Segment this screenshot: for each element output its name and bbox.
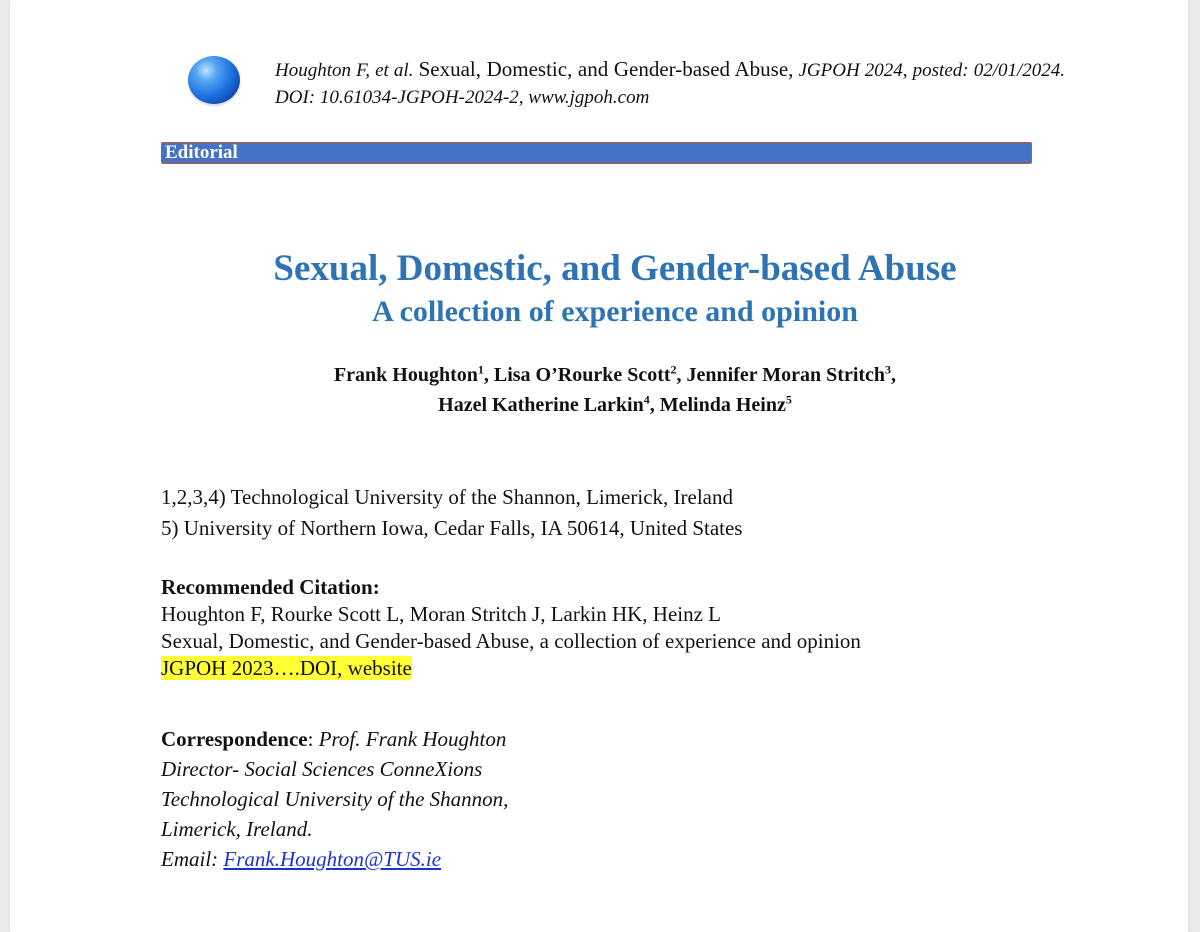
author-affiliation-number: 1 — [477, 362, 484, 377]
author-affiliation-number: 2 — [670, 362, 677, 377]
correspondence-block: Correspondence: Prof. Frank Houghton Director- Social Sciences ConneXions Technological University of the Shannon, Limerick, Ireland. Email: Frank.Houghton@TUS.ie — [161, 727, 509, 871]
author-name: Lisa O’Rourke Scott — [493, 364, 671, 386]
correspondence-name: Prof. Frank Houghton — [318, 727, 507, 751]
citation-journal-highlighted: JGPOH 2023….DOI, website — [161, 656, 412, 680]
journal-logo-sphere-icon — [188, 56, 240, 104]
author-list — [160, 360, 1070, 420]
correspondence-institution: Technological University of the Shannon, — [161, 787, 509, 811]
article-title: Sexual, Domestic, and Gender-based Abuse — [273, 248, 957, 289]
journal-header — [275, 56, 1065, 111]
citation-authors: Houghton F, Rourke Scott L, Moran Stritch J, Larkin HK, Heinz L — [161, 602, 721, 626]
article-subtitle: A collection of experience and opinion — [372, 295, 858, 328]
document-page — [10, 0, 1188, 932]
header-article-title: Sexual, Domestic, and Gender-based Abuse, — [418, 57, 794, 81]
email-label: Email: — [161, 847, 224, 871]
affiliation-line: 1,2,3,4) Technological University of the Shannon, Limerick, Ireland — [161, 485, 733, 509]
header-journal: JGPOH 2024, posted: — [798, 60, 969, 81]
header-authors: Houghton F, et al. — [275, 60, 414, 81]
author-line-1: Frank Houghton$^1$, Lisa O’Rourke Scott$^2$, Jennifer Moran Stritch$^3$, — [333, 362, 897, 386]
author-affiliation-number: 3 — [885, 362, 892, 377]
section-label-bar: Editorial — [161, 142, 1032, 164]
citation-title: Sexual, Domestic, and Gender-based Abuse, a collection of experience and opinion — [161, 629, 861, 653]
affiliations — [161, 482, 742, 544]
author-name: Frank Houghton — [333, 364, 478, 386]
recommended-citation — [161, 574, 861, 682]
author-affiliation-number: 4 — [643, 392, 650, 407]
header-date-doi: 02/01/2024. DOI: 10.61034-JGPOH-2024-2, www.jgpoh.com — [275, 60, 1066, 108]
author-name: Hazel Katherine Larkin — [438, 394, 644, 416]
author-affiliation-number: 5 — [785, 392, 792, 407]
email-link[interactable]: Frank.Houghton@TUS.ie — [223, 847, 442, 871]
correspondence-heading: Correspondence — [161, 727, 308, 751]
correspondence-location: Limerick, Ireland. — [161, 817, 313, 841]
author-line-2: Hazel Katherine Larkin$^4$, Melinda Heinz$^5$ — [438, 392, 792, 416]
correspondence-role: Director- Social Sciences ConneXions — [161, 757, 483, 781]
author-name: Jennifer Moran Stritch — [686, 364, 886, 386]
author-name: Melinda Heinz — [659, 394, 786, 416]
affiliation-line: 5) University of Northern Iowa, Cedar Falls, IA 50614, United States — [161, 516, 743, 540]
citation-heading: Recommended Citation: — [161, 575, 380, 599]
